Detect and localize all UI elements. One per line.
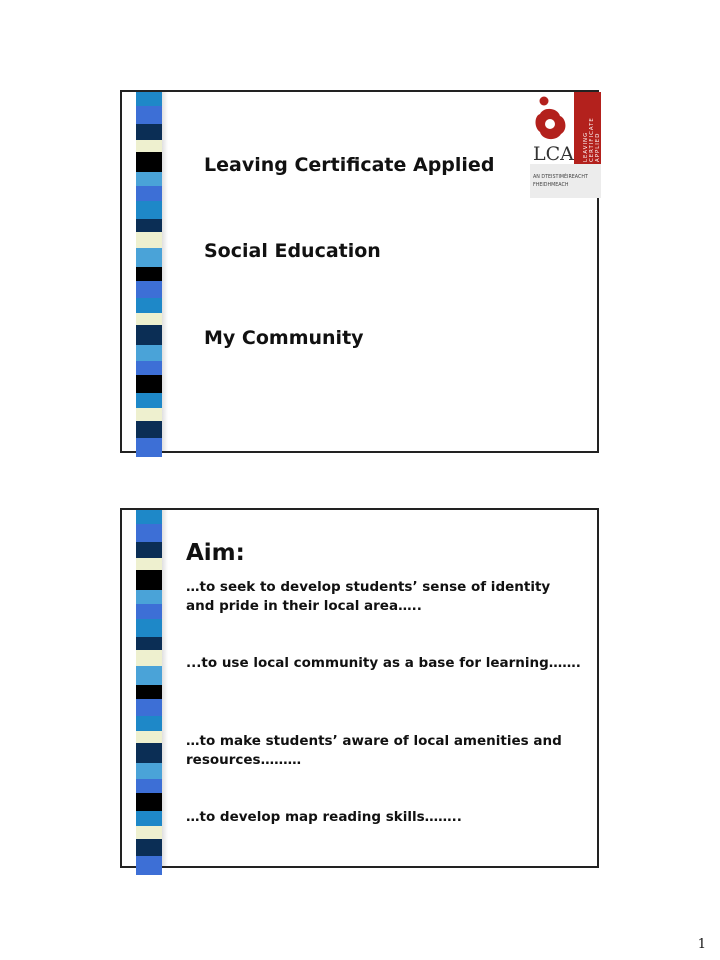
strip-segment [136, 421, 162, 438]
decorative-strip [136, 92, 162, 451]
svg-text:LEAVING: LEAVING [583, 131, 589, 162]
strip-segment [136, 298, 162, 313]
strip-segment [136, 313, 162, 325]
strip-segment [136, 793, 162, 811]
strip-segment [136, 666, 162, 685]
svg-text:FHEIDHMEACH: FHEIDHMEACH [533, 183, 569, 188]
strip-segment [136, 375, 162, 393]
strip-segment [136, 408, 162, 421]
slide-title [120, 90, 599, 453]
title-line-course: Leaving Certificate Applied [204, 154, 495, 176]
strip-segment [136, 345, 162, 361]
aim-item-learning: ...to use local community as a base for learning……. [186, 655, 581, 671]
strip-segment [136, 590, 162, 604]
strip-segment [136, 558, 162, 570]
page-number: 1 [697, 937, 706, 952]
svg-text:LCA: LCA [533, 143, 574, 165]
strip-segment [136, 650, 162, 666]
strip-segment [136, 232, 162, 248]
strip-segment [136, 361, 162, 375]
strip-segment [136, 201, 162, 219]
svg-text:AN DTEISTIMÉIREACHT: AN DTEISTIMÉIREACHT [533, 175, 588, 180]
strip-segment [136, 325, 162, 345]
strip-segment [136, 839, 162, 856]
strip-segment [136, 731, 162, 743]
strip-shadow [162, 510, 168, 866]
svg-text:CERTIFICATE: CERTIFICATE [589, 117, 595, 162]
strip-segment [136, 685, 162, 699]
strip-segment [136, 124, 162, 140]
strip-segment [136, 152, 162, 172]
strip-segment [136, 281, 162, 298]
strip-segment [136, 826, 162, 839]
title-line-topic: My Community [204, 327, 364, 349]
strip-segment [136, 106, 162, 124]
strip-segment [136, 856, 162, 875]
strip-segment [136, 743, 162, 763]
strip-segment [136, 92, 162, 106]
slide-aims [120, 508, 599, 868]
strip-segment [136, 267, 162, 281]
strip-segment [136, 637, 162, 650]
aim-item-identity: …to seek to develop students’ sense of identity and pride in their local area….. [186, 579, 551, 614]
strip-segment [136, 619, 162, 637]
strip-segment [136, 172, 162, 186]
decorative-strip [136, 510, 162, 866]
strip-segment [136, 248, 162, 267]
strip-segment [136, 393, 162, 408]
aim-item-amenities: …to make students’ aware of local amenities and resources……… [186, 733, 562, 768]
title-line-subject: Social Education [204, 240, 381, 262]
strip-segment [136, 570, 162, 590]
strip-shadow [162, 92, 168, 451]
strip-segment [136, 186, 162, 201]
lca-logo [530, 92, 601, 198]
strip-segment [136, 699, 162, 716]
strip-segment [136, 779, 162, 793]
strip-segment [136, 438, 162, 457]
svg-text:APPLIED: APPLIED [595, 132, 601, 162]
strip-segment [136, 524, 162, 542]
strip-segment [136, 510, 162, 524]
strip-segment [136, 811, 162, 826]
aim-heading: Aim: [186, 540, 245, 566]
strip-segment [136, 219, 162, 232]
strip-segment [136, 716, 162, 731]
strip-segment [136, 140, 162, 152]
aim-item-map-reading: …to develop map reading skills…….. [186, 809, 462, 825]
strip-segment [136, 542, 162, 558]
strip-segment [136, 604, 162, 619]
strip-segment [136, 763, 162, 779]
